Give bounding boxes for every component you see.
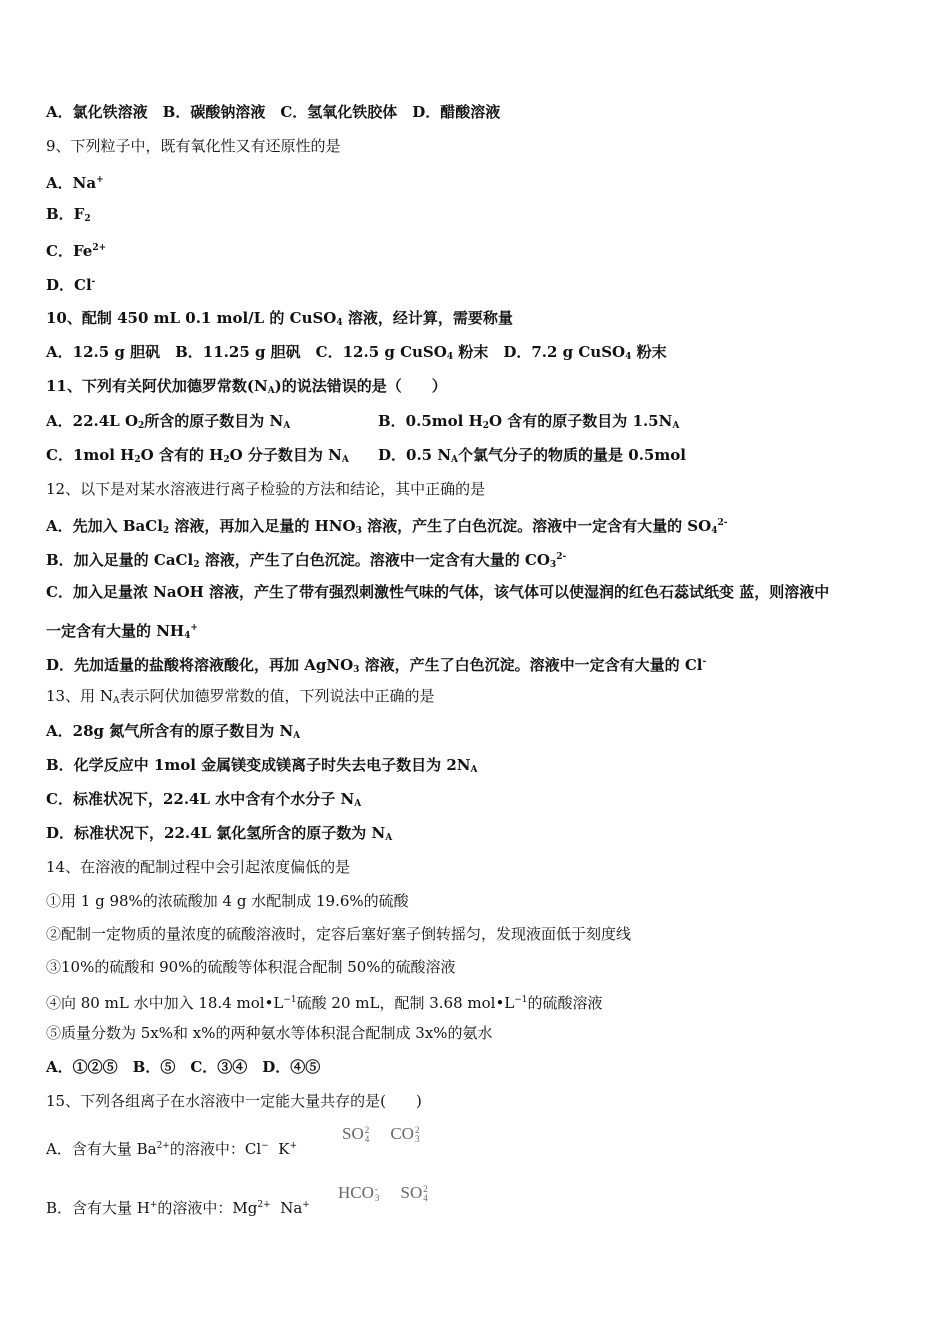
q14-stem: 14、在溶液的配制过程中会引起浓度偏低的是: [46, 858, 351, 876]
q12-option-d: D．先加适量的盐酸将溶液酸化，再加 AgNO$_3$ 溶液，产生了白色沉淀。溶液中一定含有大量的 Cl-: [46, 656, 707, 675]
bicarbonate-ion: HCO - 3: [338, 1183, 380, 1204]
q13-option-d: D．标准状况下，22.4L 氯化氢所含的原子数为 $N_A$: [46, 824, 393, 843]
q12-option-c-line1: C．加入足量浓 NaOH 溶液，产生了带有强烈刺激性气味的气体，该气体可以使湿润的红色石蕊试纸变 蓝，则溶液中: [46, 583, 830, 601]
q9-stem: 9、下列粒子中，既有氧化性又有还原性的是: [46, 137, 341, 155]
sulfate-ion: SO 2 4: [400, 1183, 428, 1204]
q11-stem: 11、下列有关阿伏加德罗常数$(N_A)$的说法错误的是（ ）: [46, 377, 447, 396]
q14-item-2: ②配制一定物质的量浓度的硫酸溶液时，定容后塞好塞子倒转摇匀，发现液面低于刻度线: [46, 925, 632, 943]
q14-item-1: ①用 1 g 98%的浓硫酸加 4 g 水配制成 19.6%的硫酸: [46, 892, 409, 910]
q11-option-c: C．1mol $H_2O$ 含有的 $H_2O$ 分子数目为 $N_A$: [46, 446, 349, 465]
q12-stem: 12、以下是对某水溶液进行离子检验的方法和结论，其中正确的是: [46, 480, 486, 498]
q10-stem: 10、配制 450 mL 0.1 mol/L 的 CuSO$_4$ 溶液，经计算，需要称量: [46, 309, 513, 328]
q13-option-a: A．28g 氮气所含有的原子数目为 $N_A$: [46, 722, 301, 741]
q9-option-b: B．$F_2$: [46, 205, 91, 224]
q13-option-c: C．标准状况下，22.4L 水中含有个水分子 $N_A$: [46, 790, 362, 809]
q9-option-c: C．$Fe^{2+}$: [46, 242, 107, 260]
q11-option-d: D．0.5 $N_A$个氯气分子的物质的量是 0.5mol: [378, 446, 686, 465]
q12-option-c-line2: 一定含有大量的 $NH_4^+$: [46, 622, 198, 641]
q9-option-d: D．Cl-: [46, 276, 96, 294]
q12-option-a: A．先加入 BaCl$_2$ 溶液，再加入足量的 $HNO_3$ 溶液，产生了白色沉淀。溶液中一定含有大量的 $SO_4^{2-}$: [46, 517, 728, 536]
q8-options: A．氯化铁溶液 B．碳酸钠溶液 C．氢氧化铁胶体 D．醋酸溶液: [46, 103, 501, 121]
q10-options: A．12.5 g 胆矾 B．11.25 g 胆矾 C．12.5 g CuSO$_4$ 粉末 D．7.2 g CuSO$_4$ 粉末: [46, 343, 667, 362]
q11-option-b: B．0.5mol $H_2O$ 含有的原子数目为 $1.5N_A$: [378, 412, 680, 431]
q15-option-b: B．含有大量 H+的溶液中：$Mg^{2+}$ Na+: [46, 1199, 310, 1217]
q9-option-a: A．Na+: [46, 174, 104, 192]
q15-stem: 15、下列各组离子在水溶液中一定能大量共存的是( ): [46, 1092, 422, 1110]
q12-option-b: B．加入足量的 CaCl$_2$ 溶液，产生了白色沉淀。溶液中一定含有大量的 $CO_3^{2-}$: [46, 551, 567, 570]
q15-option-a: A．含有大量 $Ba^{2+}$的溶液中：Cl− K+: [46, 1140, 297, 1158]
q14-options: A．①②⑤ B．⑤ C．③④ D．④⑤: [46, 1058, 321, 1076]
q11-option-a: A．22.4L $O_2$所含的原子数目为 $N_A$: [46, 412, 291, 431]
q13-option-b: B．化学反应中 1mol 金属镁变成镁离子时失去电子数目为 $2N_A$: [46, 756, 478, 775]
carbonate-ion: CO 2 3: [390, 1124, 420, 1145]
q14-item-5: ⑤质量分数为 5x%和 x%的两种氨水等体积混合配制成 3x%的氨水: [46, 1024, 493, 1042]
q15-option-a-ions: [326, 1124, 419, 1144]
q13-stem: 13、用 $N_A$表示阿伏加德罗常数的值，下列说法中正确的是: [46, 687, 435, 706]
q14-item-3: ③10%的硫酸和 90%的硫酸等体积混合配制 50%的硫酸溶液: [46, 958, 456, 976]
q14-item-4: ④向 80 mL 水中加入 18.4 $mol•L^{-1}$硫酸 20 mL，配制 3.68 $mol•L^{-1}$的硫酸溶液: [46, 994, 603, 1012]
q15-option-b-ions: [322, 1183, 428, 1203]
sulfate-ion: SO 2 4: [342, 1124, 370, 1145]
